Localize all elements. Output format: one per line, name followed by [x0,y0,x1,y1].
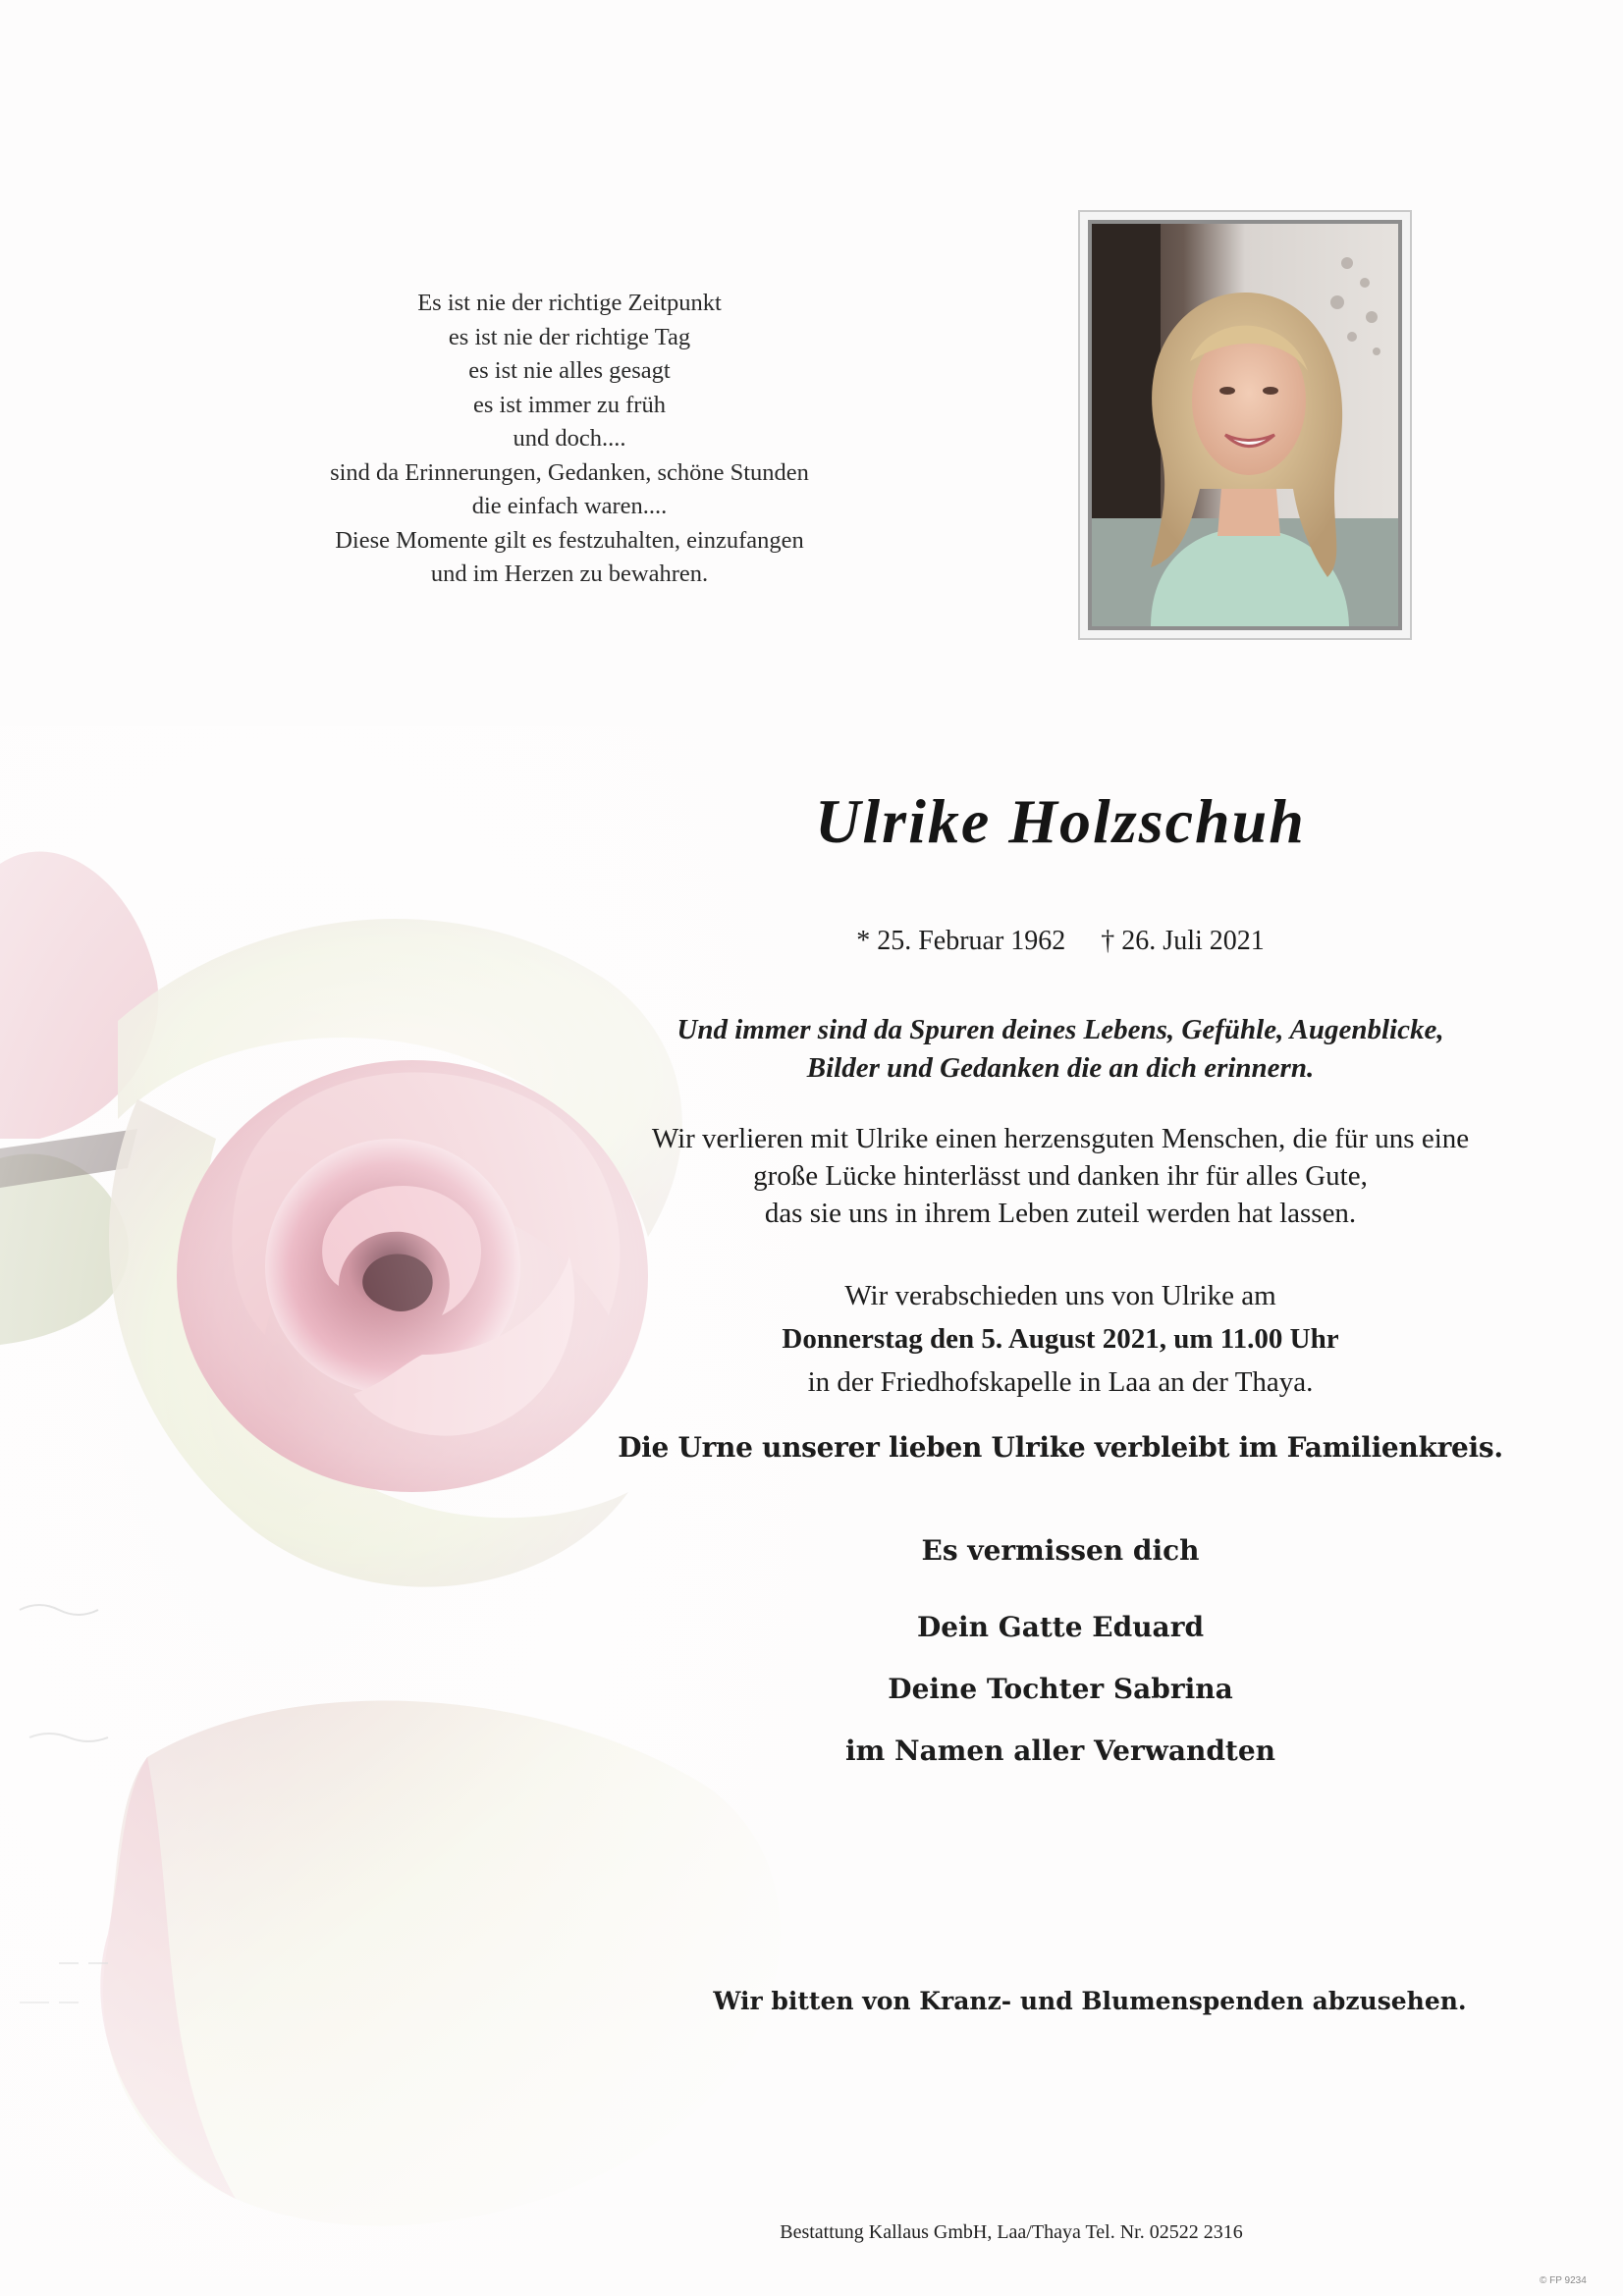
poem-line: die einfach waren.... [471,493,668,519]
message-line: große Lücke hinterlässt und danken ihr für alles Gute, [753,1160,1368,1192]
mourner-name: Dein Gatte Eduard [916,1611,1205,1643]
donation-request: Wir bitten von Kranz- und Blumenspenden abzusehen. [713,1987,1467,2015]
poem-line: Diese Momente gilt es festzuhalten, einzufangen [335,526,804,554]
rose-illustration [0,726,884,2277]
portrait-frame [1078,210,1412,640]
quote-line: Bilder und Gedanken die an dich erinnern. [806,1052,1315,1084]
service-intro: Wir verabschieden uns von Ulrike am [844,1280,1276,1311]
memorial-message [550,1120,1571,1232]
poem-line: Es ist nie der richtige Zeitpunkt [417,290,722,316]
mourner-name: im Namen aller Verwandten [844,1735,1276,1767]
deceased-name: Ulrike Holzschuh [815,786,1306,856]
birth-date: * 25. Februar 1962 [856,926,1066,956]
poem-line: und doch.... [513,425,626,452]
life-dates [687,926,1434,957]
poem-line: es ist nie alles gesagt [468,357,671,384]
poem-line: es ist immer zu früh [473,391,666,418]
mourner-name: Deine Tochter Sabrina [888,1673,1233,1705]
quote-line: Und immer sind da Spuren deines Lebens, Gefühle, Augenblicke, [676,1014,1444,1045]
print-code: © FP 9234 [1540,2275,1587,2286]
urn-note: Die Urne unserer lieben Ulrike verbleibt im Familienkreis. [618,1431,1503,1464]
death-date: † 26. Juli 2021 [1101,926,1265,956]
poem-line: und im Herzen zu bewahren. [430,561,709,587]
poem-line: sind da Erinnerungen, Gedanken, schöne Stunden [330,458,809,486]
service-date-time: Donnerstag den 5. August 2021, um 11.00 Uhr [782,1323,1339,1355]
message-line: das sie uns in ihrem Leben zuteil werden hat lassen. [764,1198,1357,1229]
mourners-heading: Es vermissen dich [921,1534,1200,1567]
funeral-home-footer: Bestattung Kallaus GmbH, Laa/Thaya Tel. Nr. 02522 2316 [780,2221,1243,2243]
poem-line: es ist nie der richtige Tag [448,323,691,350]
poem [245,287,893,592]
funeral-service-info [550,1274,1571,1404]
message-line: Wir verlieren mit Ulrike einen herzensguten Menschen, die für uns eine [651,1123,1470,1154]
portrait-photo [1088,220,1402,630]
memorial-quote [550,1011,1571,1088]
service-location: in der Friedhofskapelle in Laa an der Thaya. [807,1366,1314,1398]
